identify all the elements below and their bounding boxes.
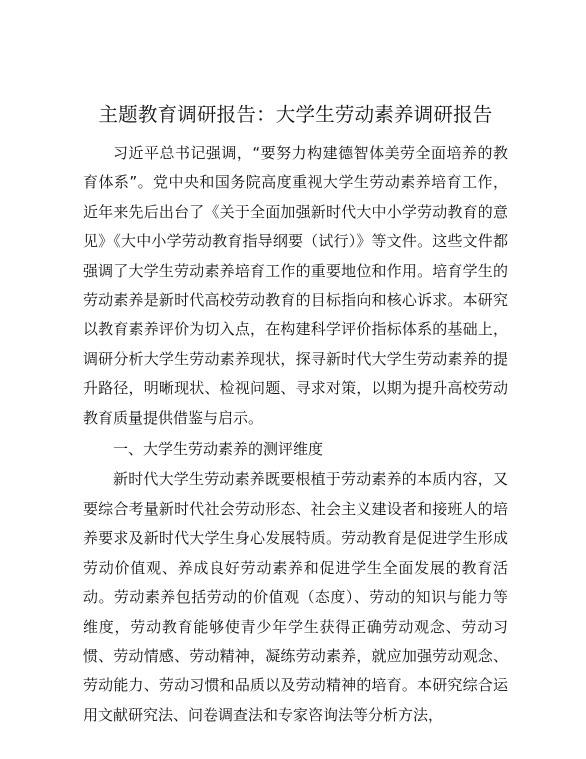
section-heading-1: 一、大学生劳动素养的测评维度 [113, 440, 324, 459]
document-title: 主题教育调研报告：大学生劳动素养调研报告 [98, 103, 493, 126]
paragraph-intro: 习近平总书记强调，“要努力构建德智体美劳全面培养的教育体系”。党中央和国务院高度重视大学生劳动素养培育工作，近年来先后出台了《关于全面加强新时代大中小学劳动教育的意见》《大中小学劳动教育指导纲要（试行）》等文件。这些文件都强调了大学生劳动素养培育工作的重要地位和作用。培育学生的劳动素养是新时代高校劳动教育的目标指向和核心诉求。本研究以教育素养评价为切入点，在构建科学评价指标体系的基础上，调研分析大学生劳动素养现状，探寻新时代大学生劳动素养的提升路径，明晰现状、检视问题、寻求对策，以期为提升高校劳动教育质量提供借鉴与启示。 [83, 144, 508, 427]
paragraph-evaluation-dimensions: 新时代大学生劳动素养既要根植于劳动素养的本质内容，又要综合考量新时代社会劳动形态、社会主义建设者和接班人的培养要求及新时代大学生身心发展特质。劳动教育是促进学生形成劳动价值观、养成良好劳动素养和促进学生全面发展的教育活动。劳动素养包括劳动的价值观（态度）、劳动的知识与能力等维度，劳动教育能够使青少年学生获得正确劳动观念、劳动习惯、劳动情感、劳动精神，凝练劳动素养，就应加强劳动观念、劳动能力、劳动习惯和品质以及劳动精神的培育。本研究综合运用文献研究法、问卷调查法和专家咨询法等分析方法， [83, 470, 508, 724]
